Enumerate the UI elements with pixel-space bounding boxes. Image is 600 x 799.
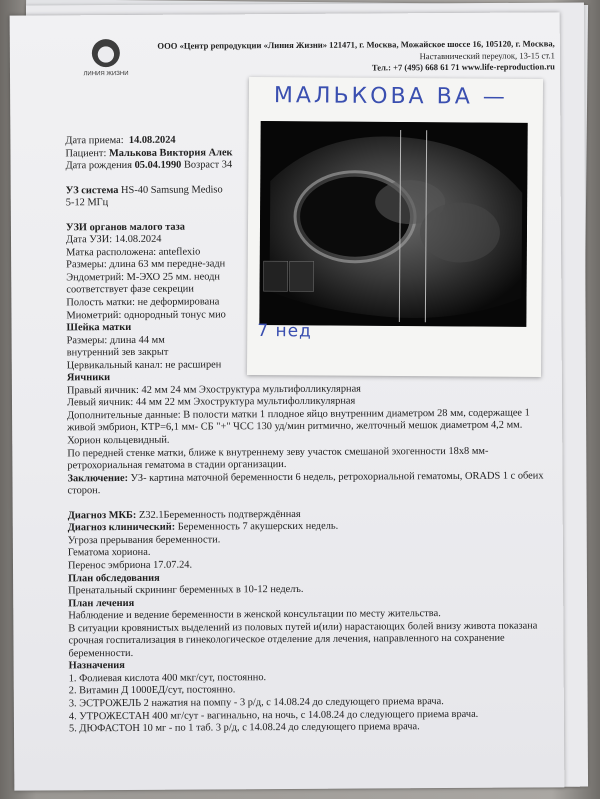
exam-line: соответствует фазе секреции	[66, 284, 194, 296]
prescription-item: 1. Фолиевая кислота 400 мкг/сут, постоянно.	[68, 672, 267, 685]
clinic-logo	[80, 39, 130, 95]
clinic-address-line: Наставнический переулок, 13-15 ст.1	[419, 49, 555, 61]
exam-line: Матка расположена: anteflexio	[66, 246, 201, 259]
diagnosis-line: Перенос эмбриона 17.07.24.	[67, 559, 193, 572]
clinic-address	[135, 38, 555, 75]
ultrasound-scan-graphic	[259, 121, 527, 327]
ultrasound-device: УЗ система HS-40 Samsung Mediso	[65, 184, 223, 196]
plan-treatment-title: План лечения	[68, 597, 135, 609]
logo-brand-text: ЛИНИЯ ЖИЗНИ	[83, 70, 129, 78]
diagnosis-line: Угроза прерывания беременности.	[67, 534, 221, 547]
exam-line: Миометрий: однородный тонус мио	[66, 308, 226, 321]
prescription-item: 3. ЭСТРОЖЕЛЬ 2 нажатия на помпу - 3 р/д, с 14.08.24 до следующего приема врача.	[68, 696, 444, 710]
prescription-item: 5. ДЮФАСТОН 10 мг - по 1 таб. 3 р/д, с 14.08.24 до следующего приема врача.	[68, 721, 420, 735]
plan-exam-text: Пренатальный скрининг беременных в 10-12 неделъ.	[68, 583, 304, 597]
logo-icon	[92, 39, 120, 67]
exam-title: УЗИ органов малого таза	[65, 221, 186, 234]
handwritten-weeks: 7 нед	[257, 321, 312, 342]
prescriptions-title: Назначения	[68, 660, 125, 672]
patient-dob: Дата рождения 05.04.1990 Возраст 34	[65, 159, 233, 172]
prescription-item: 2. Витамин Д 1000ЕД/сут, постоянно.	[68, 684, 236, 697]
cervix-line: Цервикальный канал: не расширен	[66, 359, 222, 372]
plan-treatment-text: Наблюдение и ведение беременности в женской консультации по месту жительства.	[68, 608, 441, 622]
exam-line: Дата УЗИ: 14.08.2024	[65, 234, 162, 246]
hematoma-note: По передней стенке матки, ближе к внутреннему зеву участок смешаной эхогенности 18х8 мм- ретрохориальная гематома в стадии организации.	[67, 445, 489, 472]
additional-findings: Дополнительные данные: В полости матки 1 плодное яйцо внутренним диаметром 28 мм, содержащее 1 живой эмбрион, КТР=6,1 мм- СБ "+" ЧСС 130 уд/мин ритмично, желточный мешок диаметром 4,2 мм. Хорион кольцевидный.	[67, 407, 530, 447]
handwritten-patient-name: МАЛЬКОВА ВА —	[273, 83, 508, 110]
cervix-line: внутренний зев закрыт	[66, 346, 169, 359]
plan-exam-title: План обследования	[68, 572, 160, 584]
cervix-line: Размеры: длина 44 мм	[66, 334, 165, 347]
plan-treatment-text: В ситуации кровянистых выделений из половых путей и(или) нарастающих болей внизу живота показана срочная госпитализация в гинекологическое отделение для лечения, направленного на сохранение беременности.	[68, 620, 538, 660]
visit-date: Дата приема: 14.08.2024	[65, 134, 176, 147]
prescription-item: 4. УТРОЖЕСТАН 400 мг/сут - вагинально, на ночь, с 14.08.24 до следующего приема врача.	[68, 708, 479, 722]
ultrasound-photo	[247, 77, 543, 377]
ovary-left: Левый яичник: 44 мм 22 мм Эхоструктура мультифолликулярная	[66, 395, 356, 409]
ovaries-title: Яичники	[66, 372, 111, 384]
clinic-contact-line: Тел.: +7 (495) 668 61 71 www.life-reproduction.ru	[371, 61, 555, 73]
diagnosis-line: Гематома хориона.	[67, 547, 151, 559]
conclusion: Заключение: УЗ- картина маточной беременности 6 недель, ретрохориальной гематомы, ORADS 1 с обеих сторон.	[67, 470, 544, 497]
ultrasound-frequency: 5-12 МГц	[65, 197, 109, 209]
clinic-address-line: ООО «Центр репродукции «Линия Жизни» 121471, г. Москва, Можайское шоссе 16, 105120, г. Москва,	[157, 38, 555, 51]
diagnosis-clinical: Диагноз клинический: Беременность 7 акушерских недель.	[67, 521, 339, 534]
exam-line: Полость матки: не деформирована	[66, 296, 220, 309]
cervix-title: Шейка матки	[66, 322, 132, 334]
diagnosis-mkb: Диагноз МКБ: Z32.1Беременность подтверждённая	[67, 508, 301, 522]
exam-line: Размеры: длина 63 мм передне-задн	[66, 258, 226, 271]
ultrasound-scan-image	[259, 121, 527, 327]
patient-name: Пациент: Малькова Виктория Алек	[65, 146, 233, 159]
exam-line: Эндометрий: М-ЭХО 25 мм. неодн	[66, 271, 220, 284]
ovary-right: Правый яичник: 42 мм 24 мм Эхоструктура мультифолликулярная	[66, 383, 361, 397]
